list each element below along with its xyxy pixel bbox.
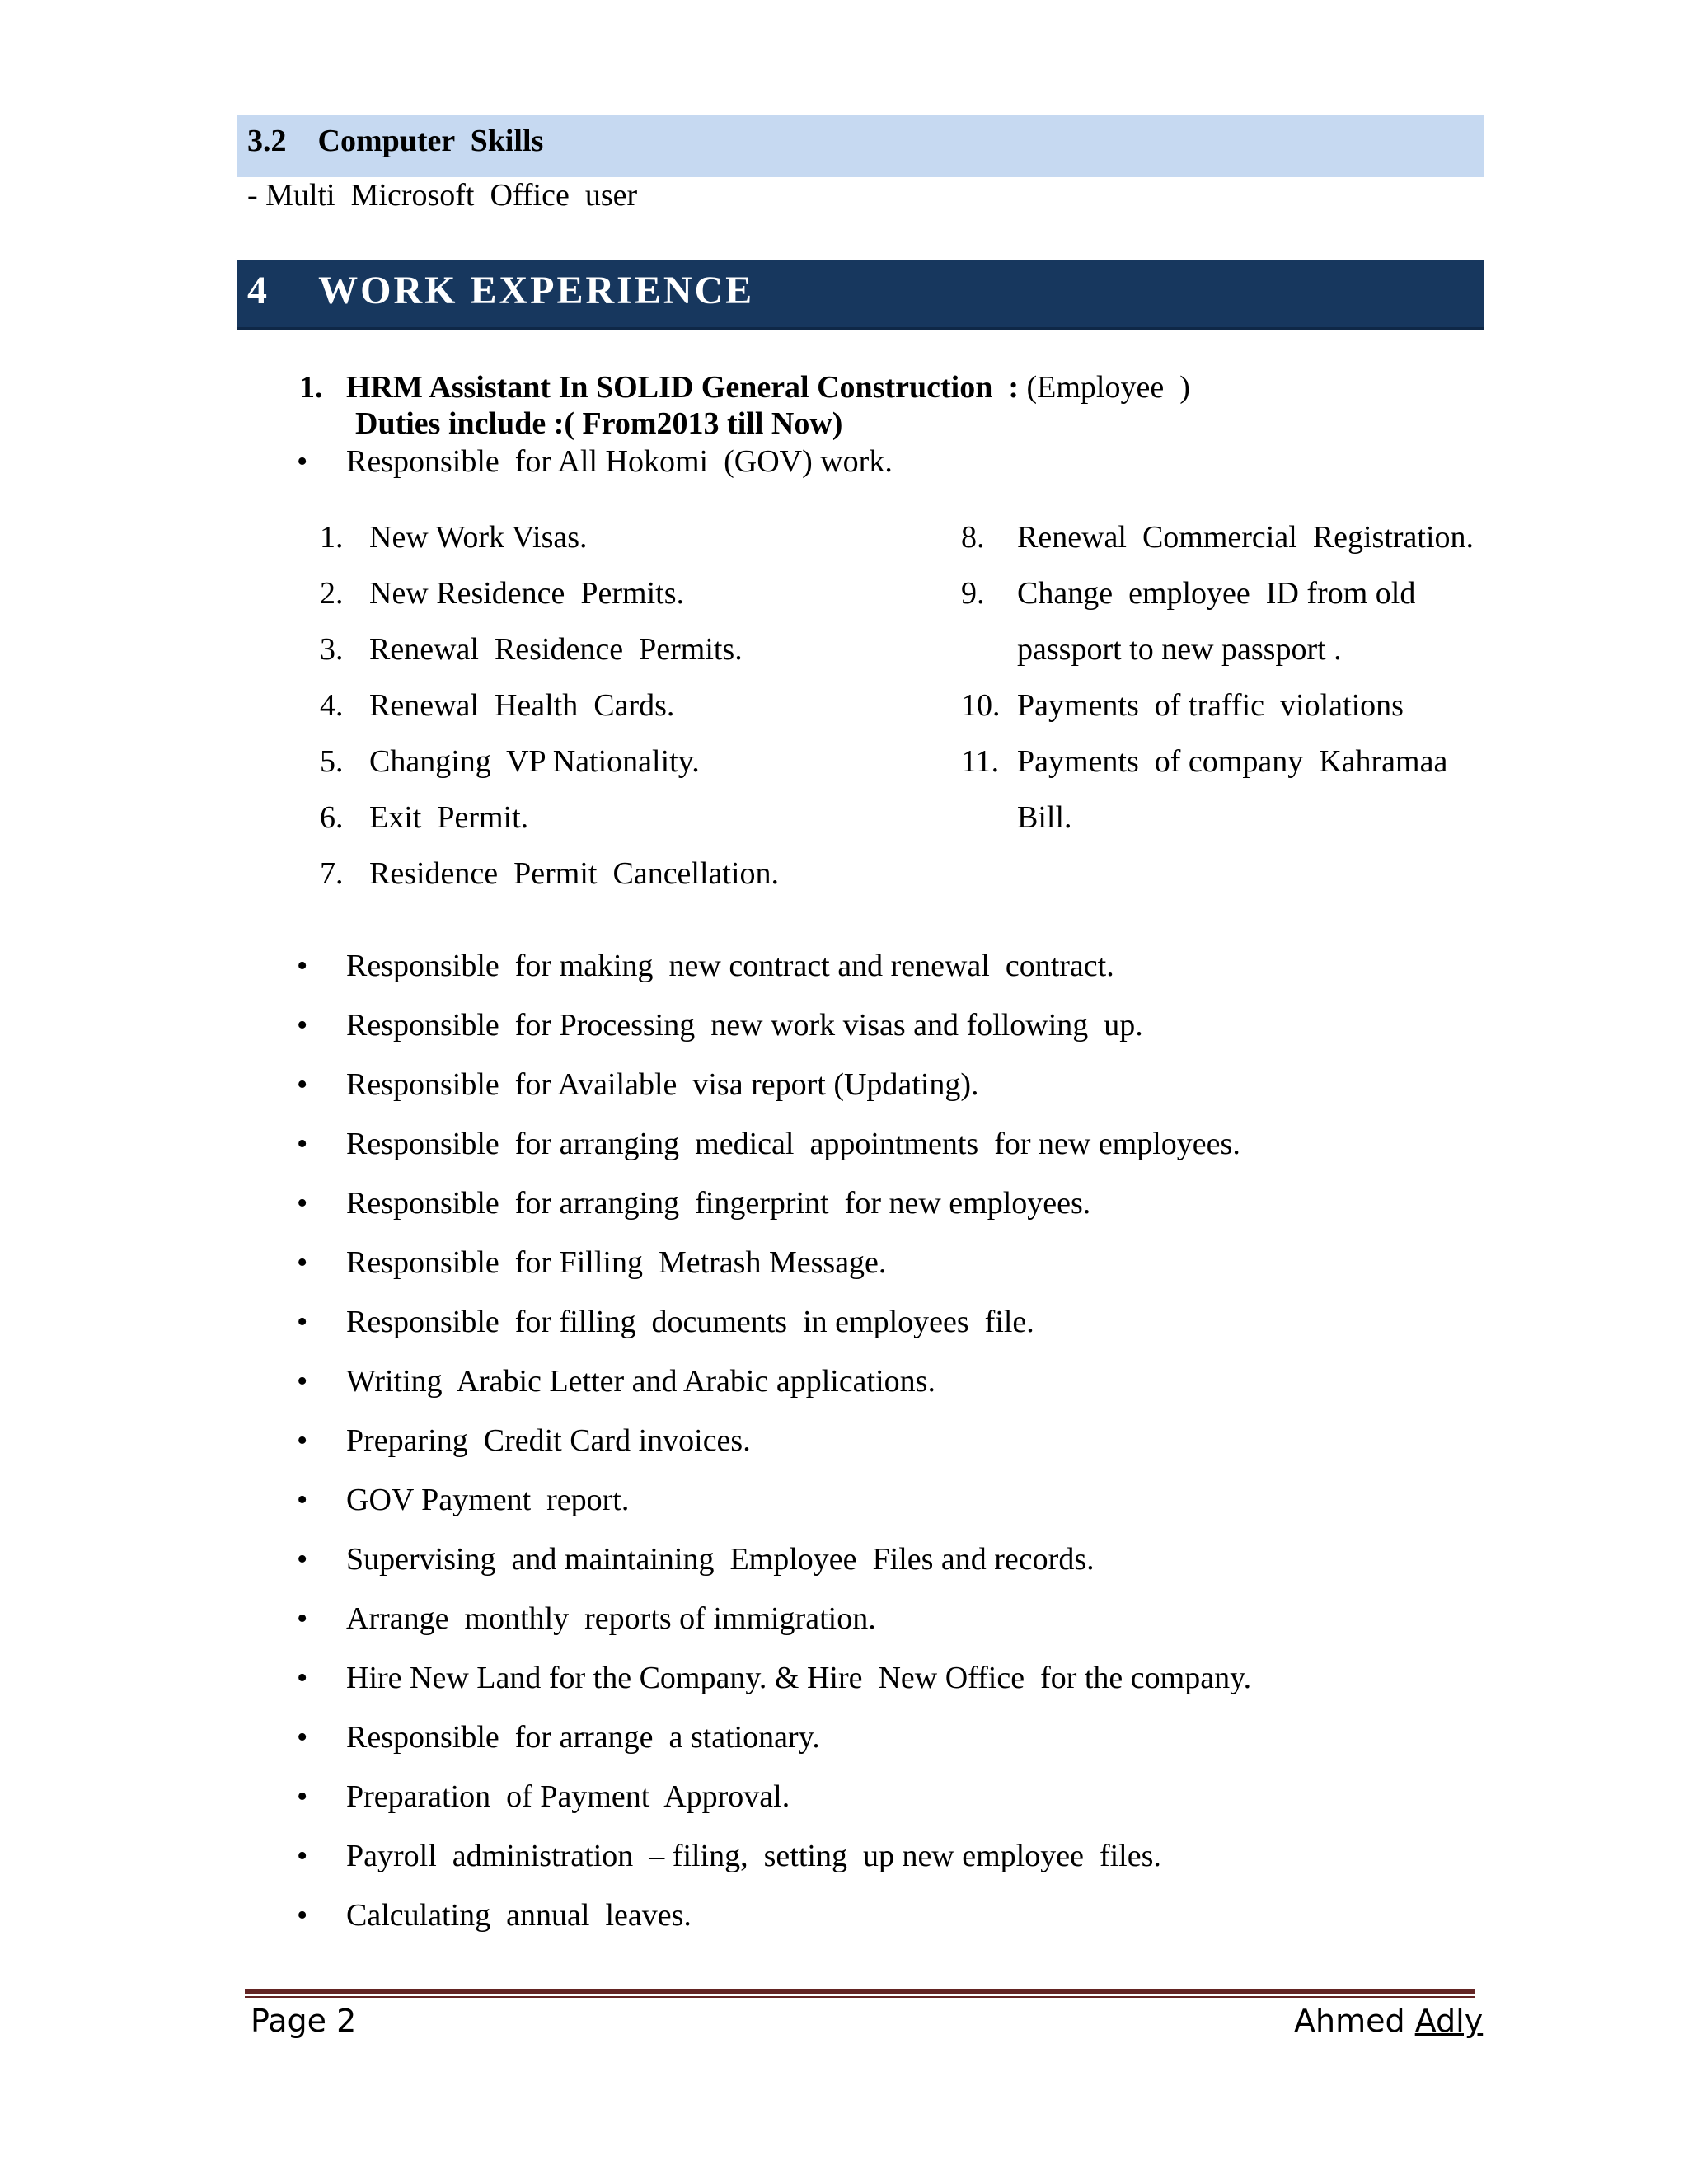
list-item: 4. Renewal Health Cards. bbox=[320, 688, 675, 723]
list-item: • Preparing Credit Card invoices. bbox=[297, 1423, 751, 1458]
job-duties: Duties include :( From2013 till Now) bbox=[355, 406, 843, 441]
list-item: • GOV Payment report. bbox=[297, 1483, 630, 1517]
list-item: 6. Exit Permit. bbox=[320, 800, 529, 835]
list-item: • Responsible for Processing new work visas and following up. bbox=[297, 1008, 1143, 1043]
list-item: • Responsible for arrange a stationary. bbox=[297, 1720, 820, 1755]
page-number: Page 2 bbox=[251, 2003, 357, 2039]
list-item: • Responsible for filling documents in employees file. bbox=[297, 1305, 1034, 1339]
author-name: Ahmed Adly bbox=[1294, 2003, 1484, 2039]
list-item: • Preparation of Payment Approval. bbox=[297, 1779, 790, 1814]
list-item: 10. Payments of traffic violations bbox=[961, 688, 1404, 723]
section-4-title: 4 WORK EXPERIENCE bbox=[247, 269, 755, 312]
list-item: • Writing Arabic Letter and Arabic applications. bbox=[297, 1364, 935, 1399]
list-item: 2. New Residence Permits. bbox=[320, 576, 685, 611]
bullet-glyph: • bbox=[297, 444, 308, 479]
computer-skills-line: - Multi Microsoft Office user bbox=[247, 178, 638, 213]
job-title-type: (Employee ) bbox=[1026, 370, 1190, 405]
list-item: • Supervising and maintaining Employee Files and records. bbox=[297, 1542, 1095, 1577]
footer-rule-thin bbox=[245, 1996, 1475, 1998]
list-item: • Responsible for Filling Metrash Message. bbox=[297, 1245, 887, 1280]
list-item: • Responsible for making new contract and renewal contract. bbox=[297, 949, 1114, 983]
list-item: • Responsible for arranging medical appointments for new employees. bbox=[297, 1127, 1240, 1161]
list-item: 5. Changing VP Nationality. bbox=[320, 744, 700, 779]
list-item: 3. Renewal Residence Permits. bbox=[320, 632, 743, 667]
list-item: • Payroll administration – filing, setting up new employee files. bbox=[297, 1839, 1161, 1873]
job-title-bold: 1. HRM Assistant In SOLID General Construction : bbox=[299, 370, 1027, 405]
list-item: passport to new passport . bbox=[1017, 632, 1342, 667]
list-item: 7. Residence Permit Cancellation. bbox=[320, 856, 780, 891]
list-item: • Calculating annual leaves. bbox=[297, 1898, 692, 1933]
job-title bbox=[299, 369, 1190, 405]
footer-rule bbox=[245, 1989, 1475, 1994]
first-bullet bbox=[297, 443, 893, 480]
list-item: 9. Change employee ID from old bbox=[961, 576, 1416, 611]
section-3-2-title: 3.2 Computer Skills bbox=[247, 124, 544, 158]
list-item: • Arrange monthly reports of immigration. bbox=[297, 1601, 876, 1636]
first-bullet-text: Responsible for All Hokomi (GOV) work. bbox=[346, 444, 893, 479]
list-item: Bill. bbox=[1017, 800, 1072, 835]
list-item: 1. New Work Visas. bbox=[320, 520, 588, 555]
list-item: 8. Renewal Commercial Registration. bbox=[961, 520, 1475, 555]
list-item: • Hire New Land for the Company. & Hire New Office for the company. bbox=[297, 1661, 1252, 1695]
list-item: 11. Payments of company Kahramaa bbox=[961, 744, 1448, 779]
list-item: • Responsible for Available visa report (Updating). bbox=[297, 1067, 979, 1102]
list-item: • Responsible for arranging fingerprint for new employees. bbox=[297, 1186, 1091, 1221]
